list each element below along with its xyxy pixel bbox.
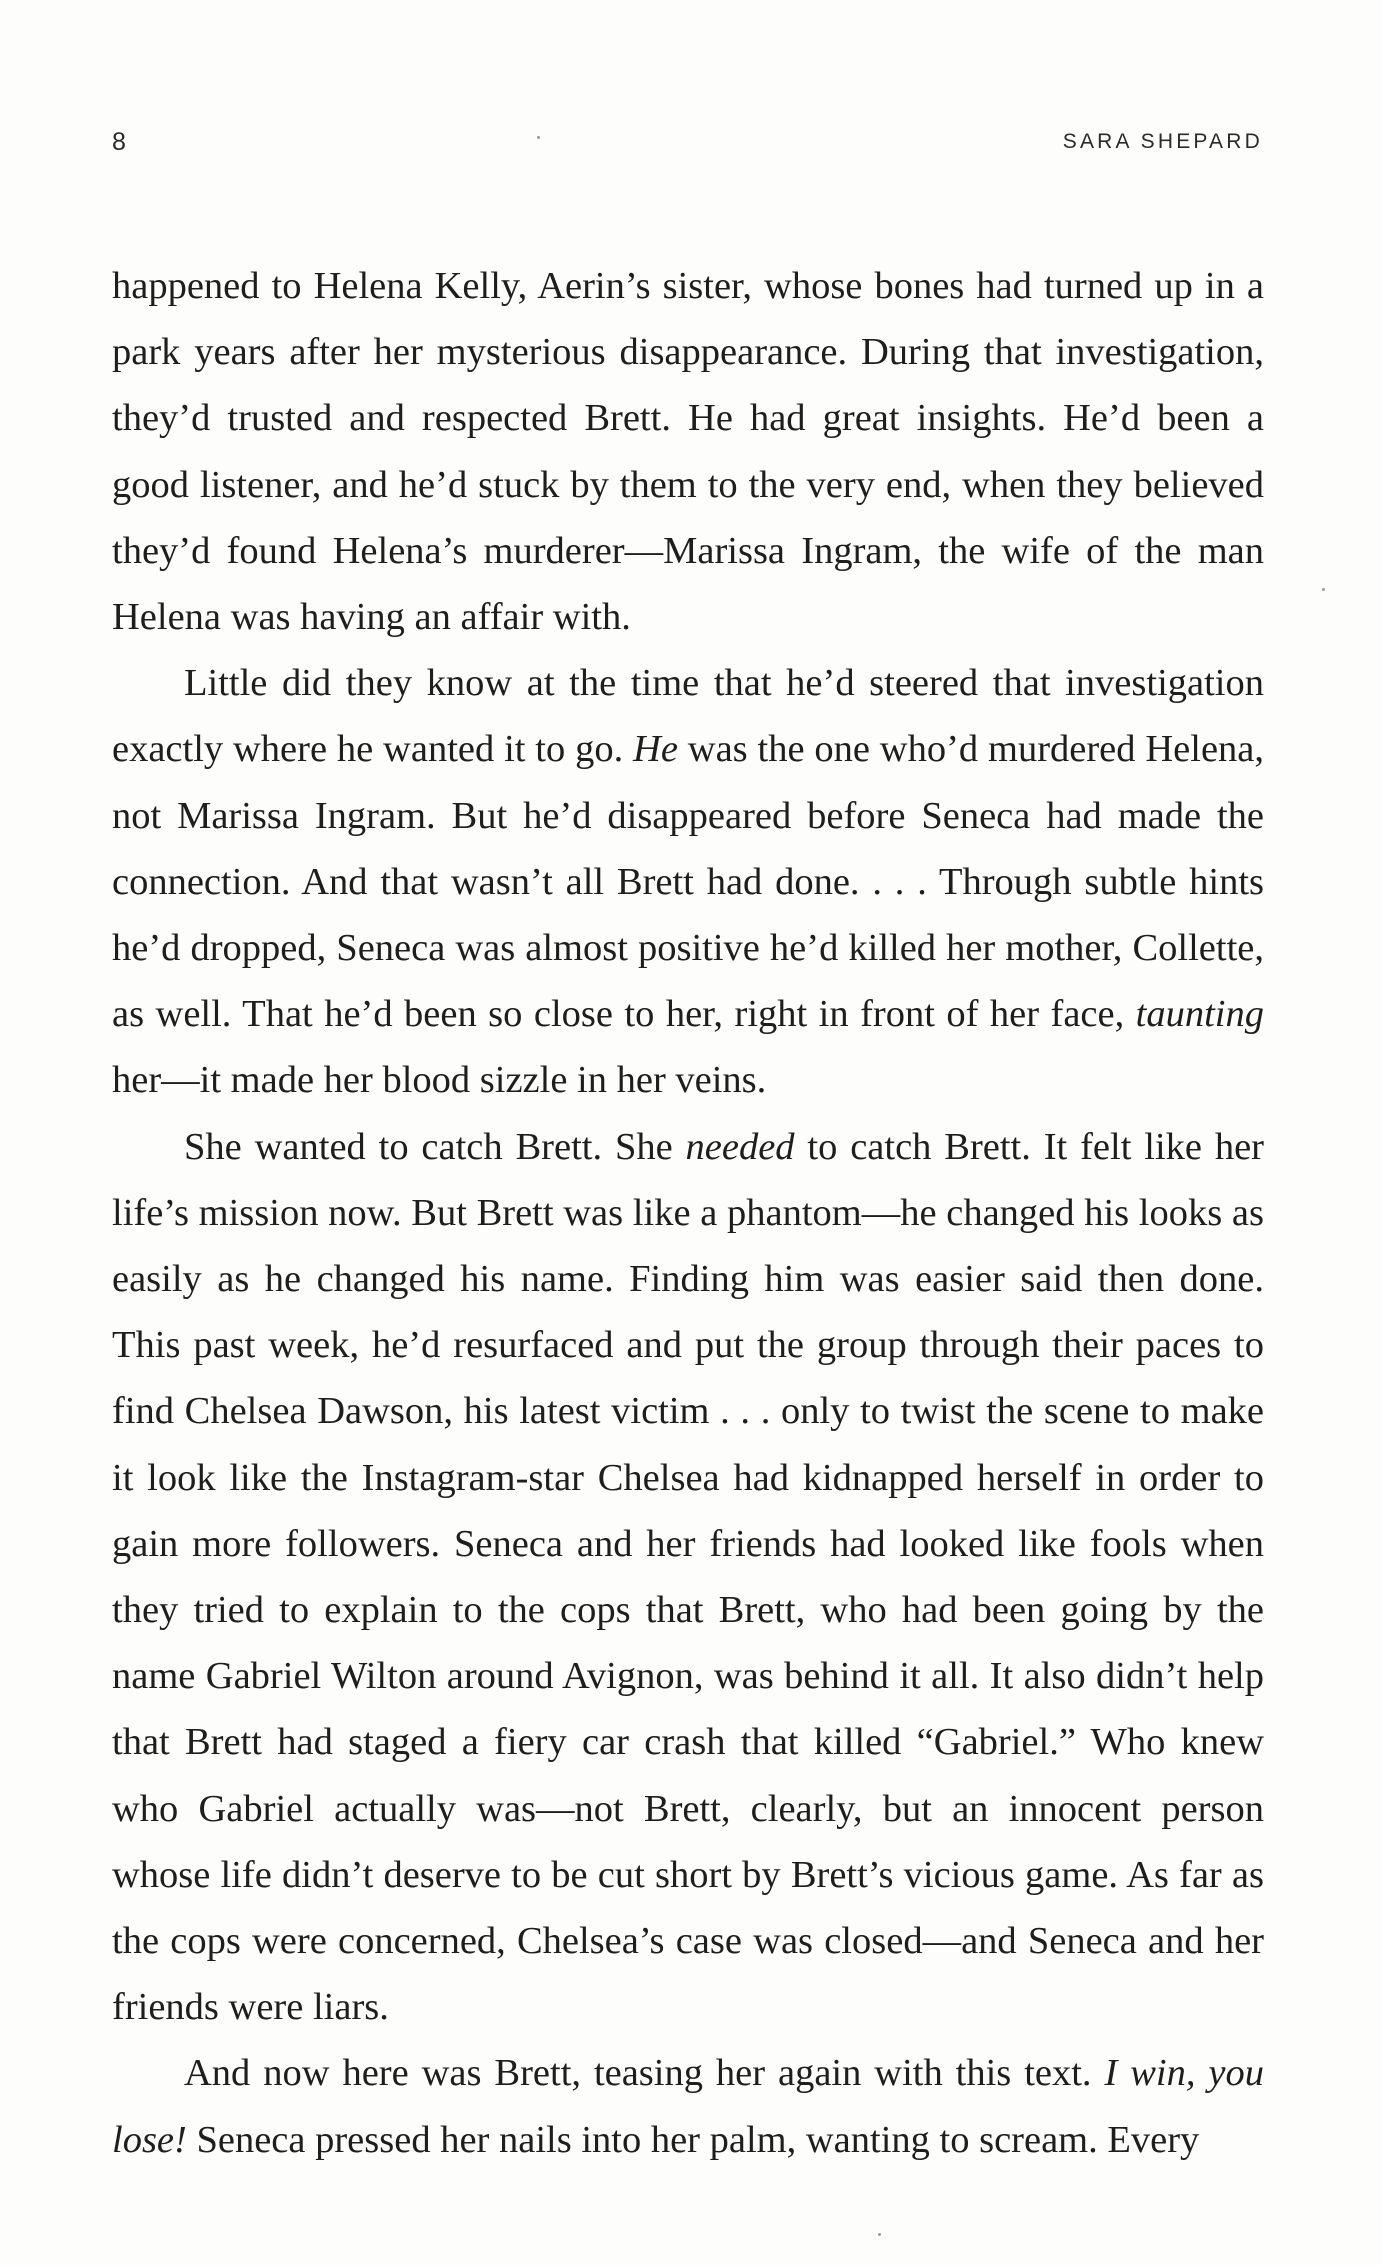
paragraph-1 [112,253,1264,650]
text-run: She wanted to catch Brett. She [184,1125,686,1168]
paragraph-2 [112,650,1264,1113]
scan-speck [537,136,540,139]
scan-speck [878,2233,881,2236]
text-run: to catch Brett. It felt like her life’s mission now. But Brett was like a phantom—he changed his looks as easily as he changed his name. Finding him was easier said then done. This past week, he’d resurfaced and put the group through their paces to find Chelsea Dawson, his latest victim . . . only to twist the scene to make it look like the Instagram-star Chelsea had kidnapped herself in order to gain more followers. Seneca and her friends had looked like fools when they tried to explain to the cops that Brett, who had been going by the name Gabriel Wilton around Avignon, was behind it all. It also didn’t help that Brett had staged a fiery car crash that killed “Gabriel.” Who knew who Gabriel actually was—not Brett, clearly, but an innocent person whose life didn’t deserve to be cut short by Brett’s vicious game. As far as the cops were concerned, Chelsea’s case was closed—and Seneca and her friends were liars. [112,1125,1264,2029]
text-run: Little did they know at the time that he’d steered that investigation exactly where he wanted it to go. [112,662,1264,771]
text-run: her—it made her blood sizzle in her veins. [112,1059,767,1102]
body-text [112,253,1264,2173]
text-run: was the one who’d murdered Helena, not Marissa Ingram. But he’d disappeared before Seneca had made the connection. And that wasn’t all Brett had done. . . . Through subtle hints he’d dropped, Seneca was almost positive he’d killed her mother, Collette, as well. That he’d been so close to her, right in front of her face, [112,728,1264,1036]
running-head-author: SARA SHEPARD [1062,130,1263,153]
scan-speck [1322,588,1325,591]
italic-run: He [633,728,678,771]
page-header [112,128,1263,164]
paragraph-4 [112,2040,1264,2172]
page-number: 8 [112,128,127,156]
text-run: And now here was Brett, teasing her again with this text. [184,2052,1105,2095]
italic-run: I win, you lose! [112,2052,1264,2161]
text-run: Seneca pressed her nails into her palm, wanting to scream. Every [186,2118,1200,2161]
italic-run: needed [685,1125,795,1168]
paragraph-3 [112,1114,1264,2041]
text-run: happened to Helena Kelly, Aerin’s sister, whose bones had turned up in a park years after her mysterious disappearance. During that investigation, they’d trusted and respected Brett. He had great insights. He’d been a good listener, and he’d stuck by them to the very end, when they believed they’d found Helena’s murderer—Marissa Ingram, the wife of the man Helena was having an affair with. [112,265,1264,639]
italic-run: taunting [1135,993,1264,1036]
